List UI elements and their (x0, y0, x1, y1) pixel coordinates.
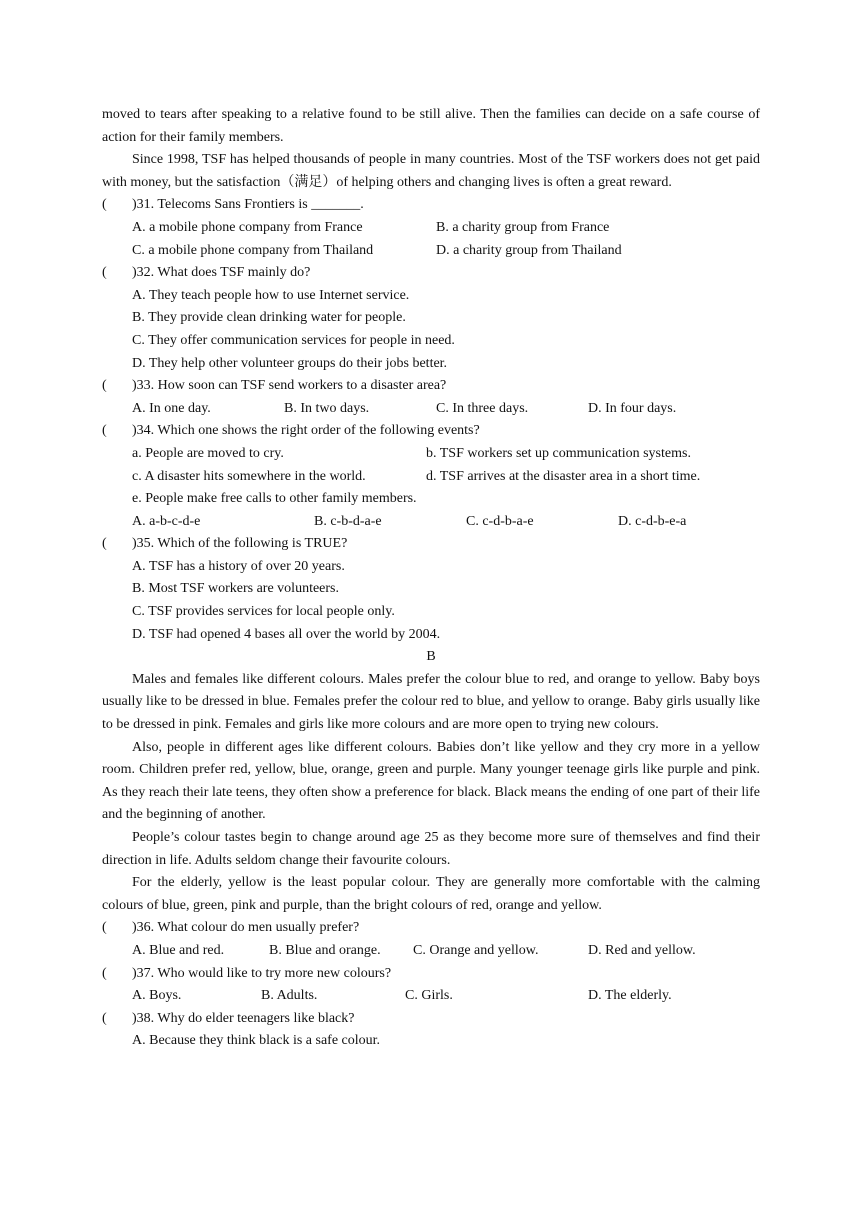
events-row (102, 466, 760, 489)
option-a: A. a mobile phone company from France (132, 219, 363, 235)
options-row (102, 285, 760, 308)
passage-b-paragraph-4: For the elderly, yellow is the least popular colour. They are generally more comfortable with the calming colours of blue, green, pink and purple, than the bright colours of red, orange and yellow. (102, 875, 760, 913)
events-row (102, 488, 760, 511)
passage-a-paragraph-2: Since 1998, TSF has helped thousands of people in many countries. Most of the TSF workers does not get paid with money, but the satisfaction（满足）of helping others and changing lives is often a great reward. (102, 152, 760, 190)
option-d: D. c-d-b-e-a (618, 513, 687, 529)
option-c: C. In three days. (436, 400, 529, 416)
question-text: )33. How soon can TSF send workers to a disaster area? (132, 378, 447, 394)
passage-a-paragraph-1: moved to tears after speaking to a relative found to be still alive. Then the families can decide on a safe course of action for their family members. (102, 107, 760, 145)
option-b: B. a charity group from France (436, 219, 610, 235)
question-37 (102, 963, 760, 986)
option-d: D. Red and yellow. (588, 942, 696, 958)
question-34 (102, 420, 760, 443)
option-a: A. a-b-c-d-e (132, 513, 201, 529)
option-a: A. In one day. (132, 400, 211, 416)
option-b: B. Most TSF workers are volunteers. (132, 581, 339, 597)
answer-blank: ( (102, 378, 107, 394)
option-a: A. Boys. (132, 988, 182, 1004)
option-c: C. Girls. (405, 988, 453, 1004)
event-e: e. People make free calls to other family members. (132, 491, 417, 507)
question-text: )32. What does TSF mainly do? (132, 265, 311, 281)
event-c: c. A disaster hits somewhere in the world. (132, 468, 366, 484)
option-d: D. In four days. (588, 400, 677, 416)
options-row (102, 398, 760, 421)
options-row (102, 217, 760, 240)
option-d: D. They help other volunteer groups do their jobs better. (132, 355, 448, 371)
option-c: C. c-d-b-a-e (466, 513, 534, 529)
event-d: d. TSF arrives at the disaster area in a short time. (426, 468, 701, 484)
option-a: A. TSF has a history of over 20 years. (132, 558, 345, 574)
options-row (102, 940, 760, 963)
option-c: C. TSF provides services for local people only. (132, 604, 395, 620)
answer-blank: ( (102, 1010, 107, 1026)
question-33 (102, 375, 760, 398)
option-a: A. They teach people how to use Internet service. (132, 287, 410, 303)
answer-blank: ( (102, 920, 107, 936)
option-c: C. a mobile phone company from Thailand (132, 242, 374, 258)
option-c: C. Orange and yellow. (413, 942, 539, 958)
answer-blank: ( (102, 265, 107, 281)
options-row (102, 624, 760, 647)
options-row (102, 330, 760, 353)
event-b: b. TSF workers set up communication systems. (426, 445, 691, 461)
question-text: )31. Telecoms Sans Frontiers is _______. (132, 197, 364, 213)
option-b: B. Blue and orange. (269, 942, 381, 958)
option-b: B. c-b-d-a-e (314, 513, 382, 529)
option-d: D. TSF had opened 4 bases all over the world by 2004. (132, 626, 441, 642)
passage-b-paragraph-1: Males and females like different colours. Males prefer the colour blue to red, and orange to yellow. Baby boys usually like to be dressed in blue. Females prefer the colour red to blue, and yellow to orange. Baby girls usually like to be dressed in pink. Females and girls like more colours and are more open to trying new colours. (102, 671, 760, 733)
option-b: B. In two days. (284, 400, 370, 416)
option-d: D. a charity group from Thailand (436, 242, 622, 258)
options-row (102, 511, 760, 534)
question-text: )35. Which of the following is TRUE? (132, 536, 348, 552)
answer-blank: ( (102, 536, 107, 552)
question-35 (102, 533, 760, 556)
question-38 (102, 1008, 760, 1031)
option-b: B. Adults. (261, 988, 318, 1004)
option-a: A. Because they think black is a safe colour. (132, 1033, 381, 1049)
passage-b-paragraph-3: People’s colour tastes begin to change around age 25 as they become more sure of themselves and find their direction in life. Adults seldom change their favourite colours. (102, 830, 760, 868)
option-d: D. The elderly. (588, 988, 672, 1004)
option-b: B. They provide clean drinking water for people. (132, 310, 406, 326)
event-a: a. People are moved to cry. (132, 445, 284, 461)
options-row (102, 240, 760, 263)
section-heading: B (426, 649, 436, 665)
question-32 (102, 262, 760, 285)
options-row (102, 601, 760, 624)
answer-blank: ( (102, 197, 107, 213)
answer-blank: ( (102, 423, 107, 439)
option-c: C. They offer communication services for people in need. (132, 332, 455, 348)
options-row (102, 556, 760, 579)
events-row (102, 443, 760, 466)
question-text: )38. Why do elder teenagers like black? (132, 1010, 355, 1026)
options-row (102, 578, 760, 601)
question-text: )34. Which one shows the right order of the following events? (132, 423, 480, 439)
question-36 (102, 917, 760, 940)
question-text: )36. What colour do men usually prefer? (132, 920, 360, 936)
options-row (102, 1030, 760, 1053)
question-text: )37. Who would like to try more new colours? (132, 965, 392, 981)
passage-b-paragraph-2: Also, people in different ages like different colours. Babies don’t like yellow and they cry more in a yellow room. Children prefer red, yellow, blue, orange, green and purple. Many younger teenage girls like purple and pink. As they reach their late teens, they often show a preference for black. Black means the ending of one part of their life and the beginning of another. (102, 739, 760, 823)
options-row (102, 353, 760, 376)
option-a: A. Blue and red. (132, 942, 225, 958)
answer-blank: ( (102, 965, 107, 981)
options-row (102, 307, 760, 330)
page-content (102, 104, 760, 1053)
question-31 (102, 194, 760, 217)
options-row (102, 985, 760, 1008)
